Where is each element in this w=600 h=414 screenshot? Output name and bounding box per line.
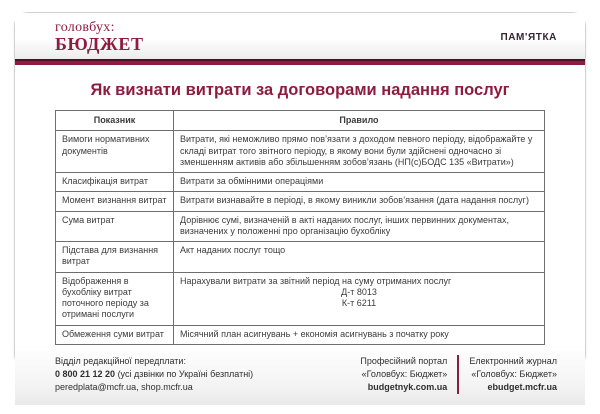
page-title: Як визнати витрати за договорами надання послуг bbox=[90, 81, 510, 99]
rule-cell: Витрати визнавайте в періоді, в якому виникли зобов’язання (дата надання послуг) bbox=[174, 192, 545, 211]
table-header-row bbox=[56, 111, 545, 131]
table-row bbox=[56, 211, 545, 242]
subscription-contacts bbox=[55, 355, 253, 394]
indicator-cell: Відображення в бухобліку витрат поточного періоду за отримані послуги bbox=[56, 272, 174, 325]
indicator-cell: Підстава для визнання витрат bbox=[56, 242, 174, 273]
table-row bbox=[56, 272, 545, 325]
memo-type-label: ПАМ'ЯТКА bbox=[500, 31, 557, 43]
table-row bbox=[56, 325, 545, 344]
brand-logo bbox=[55, 21, 144, 54]
rules-table-body bbox=[56, 131, 545, 345]
brand-name-bottom: БЮДЖЕТ bbox=[55, 33, 144, 54]
rule-cell: Витрати, які неможливо прямо пов’язати з доходом певного періоду, відображайте у складі витрат того звітного періоду, в якому вони були здійснені одночасно зі зменшенням активів або збільшенням зобов’язань (НП(с)БОДС 135 «Витрати») bbox=[174, 131, 545, 173]
subscription-dept-label: Відділ редакційної передплати: bbox=[55, 355, 186, 366]
ejournal-column bbox=[457, 355, 557, 394]
table-row bbox=[56, 192, 545, 211]
indicator-cell: Вимоги нормативних документів bbox=[56, 131, 174, 173]
indicator-cell: Класифікація витрат bbox=[56, 173, 174, 192]
rule-cell: Дорівнює сумі, визначеній в акті наданих послуг, інших первинних документах, визначених у положенні про організацію бухобліку bbox=[174, 211, 545, 242]
table-row bbox=[56, 242, 545, 273]
footer bbox=[15, 345, 585, 405]
rule-cell: Нарахували витрати за звітний період на суму отриманих послуг Д-т 8013 К-т 6211 bbox=[174, 272, 545, 325]
phone-line bbox=[55, 368, 253, 381]
rules-table-head bbox=[56, 111, 545, 131]
portal-column bbox=[360, 355, 447, 394]
portal-brand: «Головбух: Бюджет» bbox=[361, 368, 448, 379]
ejournal-label: Електронний журнал bbox=[469, 355, 557, 366]
masthead bbox=[15, 13, 585, 59]
column-header-indicator: Показник bbox=[56, 111, 174, 131]
memo-page bbox=[14, 12, 586, 392]
main-content bbox=[15, 65, 585, 345]
portal-label: Професійний портал bbox=[360, 355, 448, 366]
portal-url: budgetnyk.com.ua bbox=[367, 381, 448, 392]
rule-cell: Акт наданих послуг тощо bbox=[174, 242, 545, 273]
memo-card bbox=[14, 12, 586, 392]
brand-name-top: головбух: bbox=[55, 19, 115, 35]
ejournal-brand: «Головбух: Бюджет» bbox=[471, 368, 557, 379]
phone-number: 0 800 21 12 20 bbox=[55, 368, 116, 379]
table-row bbox=[56, 173, 545, 192]
table-row bbox=[56, 131, 545, 173]
phone-note: (усі дзвінки по Україні безплатні) bbox=[115, 368, 254, 379]
indicator-cell: Момент визнання витрат bbox=[56, 192, 174, 211]
rule-cell: Місячний план асигнувань + економія асигнувань з початку року bbox=[174, 325, 545, 344]
indicator-cell: Сума витрат bbox=[56, 211, 174, 242]
email-and-shop-line: peredplata@mcfr.ua, shop.mcfr.ua bbox=[55, 381, 193, 392]
ejournal-url: ebudget.mcfr.ua bbox=[487, 381, 557, 392]
rules-table bbox=[55, 110, 545, 345]
rule-cell: Витрати за обмінними операціями bbox=[174, 173, 545, 192]
indicator-cell: Обмеження суми витрат bbox=[56, 325, 174, 344]
column-header-rule: Правило bbox=[174, 111, 545, 131]
footer-resources bbox=[360, 355, 557, 394]
